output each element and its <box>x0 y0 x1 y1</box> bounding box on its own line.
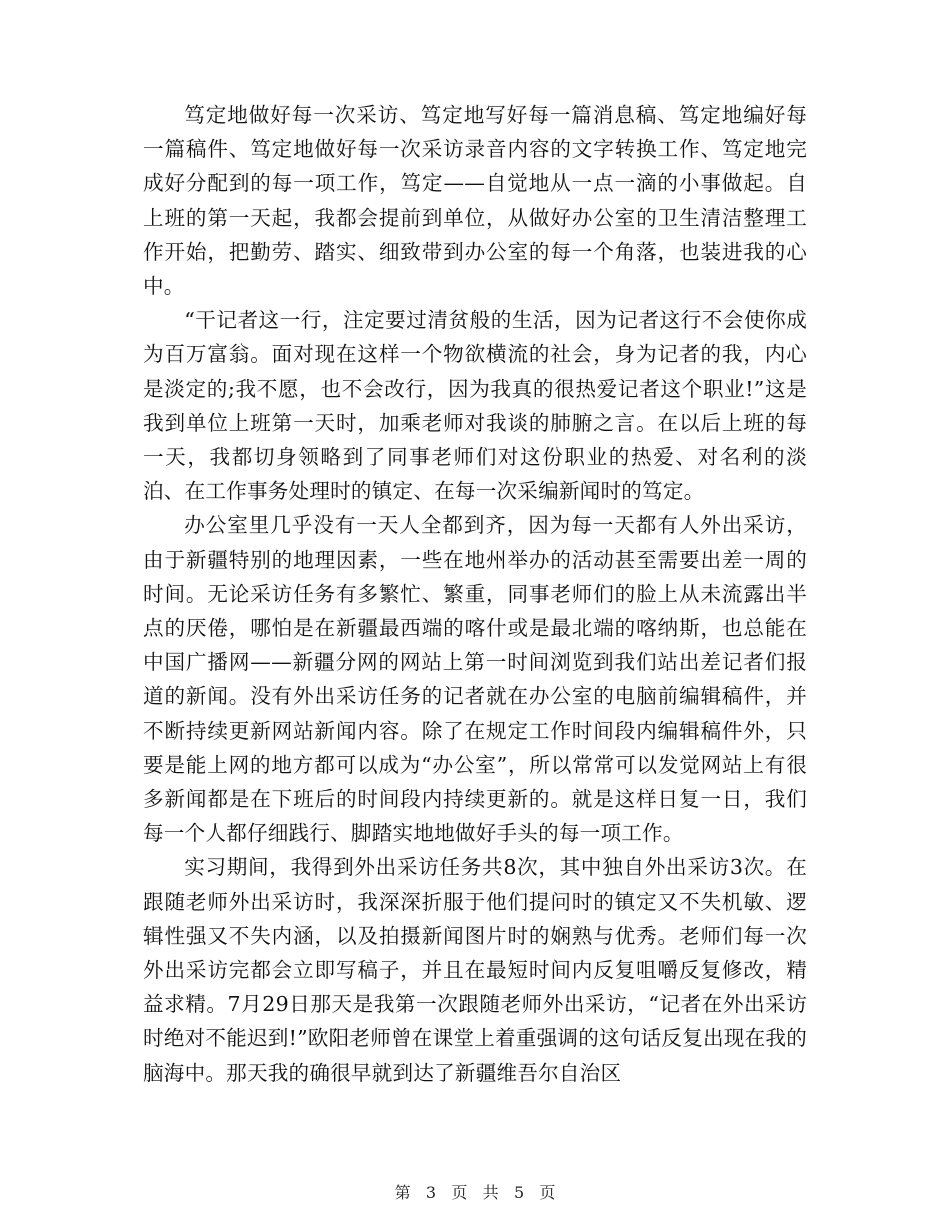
paragraph-2: “干记者这一行，注定要过清贫般的生活，因为记者这行不会使你成为百万富翁。面对现在这样一个物欲横流的社会，身为记者的我，内心是淡定的;我不愿，也不会改行，因为我真的很热爱记者这个职业!”这是我到单位上班第一天时，加乘老师对我谈的肺腑之言。在以后上班的每一天，我都切身领略到了同事老师们对这份职业的热爱、对名利的淡泊、在工作事务处理时的镇定、在每一次采编新闻时的笃定。 <box>143 308 807 504</box>
paragraph-4: 实习期间，我得到外出采访任务共8次，其中独自外出采访3次。在跟随老师外出采访时，我深深折服于他们提问时的镇定又不失机敏、逻辑性强又不失内涵，以及拍摄新闻图片时的娴熟与优秀。老师们每一次外出采访完都会立即写稿子，并且在最短时间内反复咀嚼反复修改，精益求精。7月29日那天是我第一次跟随老师外出采访，“记者在外出采访时绝对不能迟到!”欧阳老师曾在课堂上着重强调的这句话反复出现在我的脑海中。那天我的确很早就到达了新疆维吾尔自治区 <box>143 855 807 1085</box>
paragraph-1: 笃定地做好每一次采访、笃定地写好每一篇消息稿、笃定地编好每一篇稿件、笃定地做好每一次采访录音内容的文字转换工作、笃定地完成好分配到的每一项工作，笃定——自觉地从一点一滴的小事做起。自上班的第一天起，我都会提前到单位，从做好办公室的卫生清洁整理工作开始，把勤劳、踏实、细致带到办公室的每一个角落，也装进我的心中。 <box>143 103 807 299</box>
paragraph-3: 办公室里几乎没有一天人全都到齐，因为每一天都有人外出采访，由于新疆特别的地理因素，一些在地州举办的活动甚至需要出差一周的时间。无论采访任务有多繁忙、繁重，同事老师们的脸上从未流露出半点的厌倦，哪怕是在新疆最西端的喀什或是最北端的喀纳斯，也总能在中国广播网——新疆分网的网站上第一时间浏览到我们站出差记者们报道的新闻。没有外出采访任务的记者就在办公室的电脑前编辑稿件，并不断持续更新网站新闻内容。除了在规定工作时间段内编辑稿件外，只要是能上网的地方都可以成为“办公室”，所以常常可以发觉网站上有很多新闻都是在下班后的时间段内持续更新的。就是这样日复一日，我们每一个人都仔细践行、脚踏实地地做好手头的每一项工作。 <box>143 513 807 846</box>
footer-label-total: 共 <box>482 1183 499 1202</box>
document-body <box>143 98 807 1090</box>
page-footer <box>0 1183 950 1203</box>
footer-current-page: 3 <box>425 1183 437 1202</box>
footer-label-page-unit: 页 <box>451 1183 468 1202</box>
footer-label-page: 第 <box>394 1183 411 1202</box>
footer-total-pages: 5 <box>513 1183 525 1202</box>
footer-label-total-unit: 页 <box>539 1183 556 1202</box>
